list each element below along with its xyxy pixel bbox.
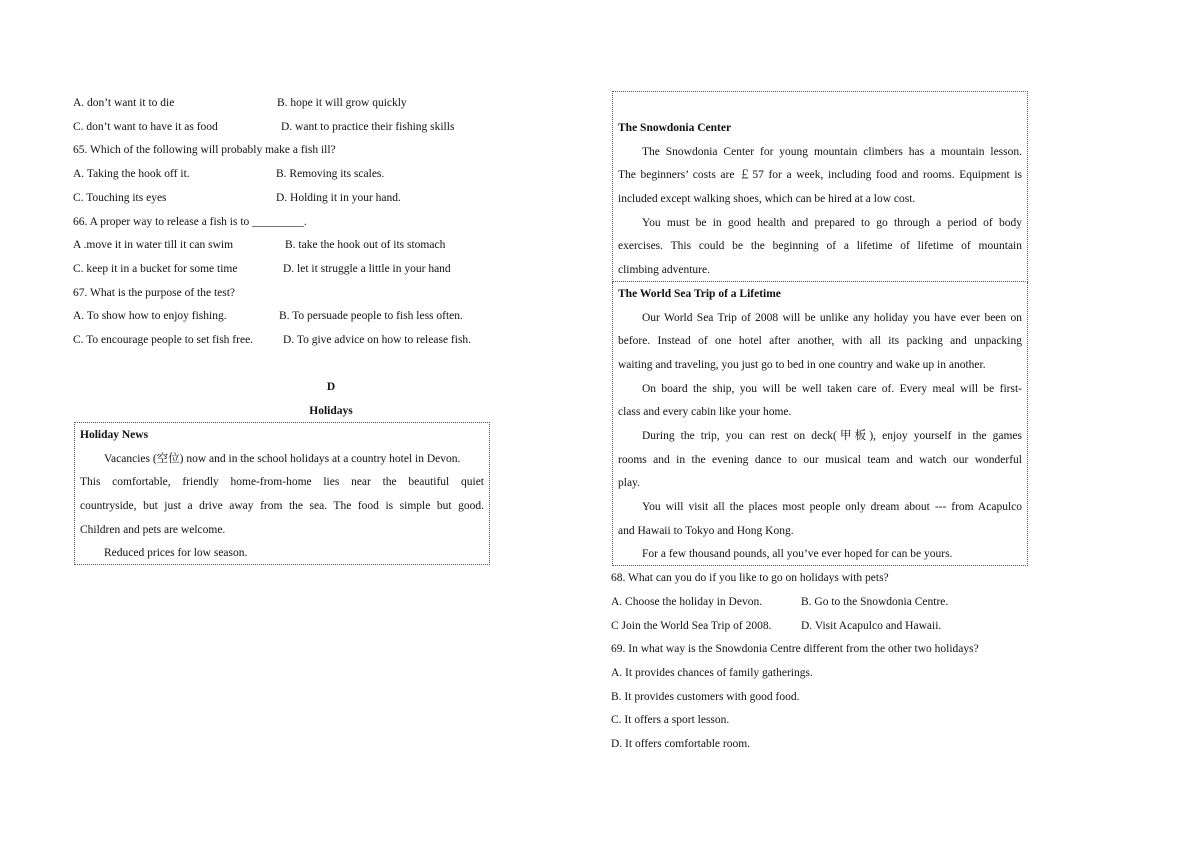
sea-trip-line-6: During the trip, you can rest on deck(甲板), enjoy yourself in the games [642, 430, 1022, 442]
sea-trip-line-7: rooms and in the evening dance to our musical team and watch our wonderful [618, 454, 1022, 466]
q66-stem: 66. A proper way to release a fish is to _________. [73, 216, 307, 228]
sea-trip-line-4: On board the ship, you will be well taken care of. Every meal will be first- [642, 383, 1022, 395]
q69-option-a: A. It provides chances of family gatherings. [611, 667, 813, 679]
q67-option-b: B. To persuade people to fish less often. [279, 310, 463, 322]
snowdonia-box [612, 91, 1028, 282]
sea-trip-line-1: Our World Sea Trip of 2008 will be unlike any holiday you have ever been on [642, 312, 1022, 324]
holiday-news-line-1: Vacancies (空位) now and in the school holidays at a country hotel in Devon. [104, 453, 461, 465]
q68-option-c: C Join the World Sea Trip of 2008. [611, 620, 772, 632]
sea-trip-line-2: before. Instead of one hotel after another, with all its packing and unpacking [618, 335, 1022, 347]
q66-option-c: C. keep it in a bucket for some time [73, 263, 238, 275]
q66-option-d: D. let it struggle a little in your hand [283, 263, 451, 275]
q65-stem: 65. Which of the following will probably make a fish ill? [73, 144, 336, 156]
q64-option-a: A. don’t want it to die [73, 97, 175, 109]
holiday-news-line-5: Reduced prices for low season. [104, 547, 248, 559]
sea-trip-line-10: and Hawaii to Tokyo and Hong Kong. [618, 525, 794, 537]
q65-option-b: B. Removing its scales. [276, 168, 385, 180]
sea-trip-line-11: For a few thousand pounds, all you’ve ever hoped for can be yours. [642, 548, 953, 560]
sea-trip-title: The World Sea Trip of a Lifetime [618, 288, 781, 300]
snowdonia-line-5: exercises. This could be the beginning of a lifetime of lifetime of mountain [618, 240, 1022, 252]
sea-trip-line-5: class and every cabin like your home. [618, 406, 792, 418]
q69-option-d: D. It offers comfortable room. [611, 738, 751, 750]
q64-option-b: B. hope it will grow quickly [277, 97, 407, 109]
q68-option-d: D. Visit Acapulco and Hawaii. [801, 620, 942, 632]
holiday-news-box [74, 422, 490, 565]
section-title: Holidays [309, 405, 353, 417]
sea-trip-line-3: waiting and traveling, you just go to bed in one country and wake up in another. [618, 359, 986, 371]
holiday-news-title: Holiday News [80, 429, 149, 441]
snowdonia-line-1: The Snowdonia Center for young mountain climbers has a mountain lesson. [642, 146, 1022, 158]
q69-option-b: B. It provides customers with good food. [611, 691, 800, 703]
snowdonia-line-4: You must be in good health and prepared to go through a period of body [642, 217, 1022, 229]
q66-option-b: B. take the hook out of its stomach [285, 239, 446, 251]
q64-option-c: C. don’t want to have it as food [73, 121, 218, 133]
q67-option-d: D. To give advice on how to release fish. [283, 334, 472, 346]
holiday-news-line-2: This comfortable, friendly home-from-home lies near the beautiful quiet [80, 476, 484, 488]
snowdonia-title: The Snowdonia Center [618, 122, 732, 134]
q67-option-c: C. To encourage people to set fish free. [73, 334, 254, 346]
sea-trip-line-9: You will visit all the places most people only dream about --- from Acapulco [642, 501, 1022, 513]
q68-option-b: B. Go to the Snowdonia Centre. [801, 596, 949, 608]
snowdonia-line-3: included except walking shoes, which can be hired at a low cost. [618, 193, 916, 205]
q67-stem: 67. What is the purpose of the test? [73, 287, 236, 299]
holiday-news-line-4: Children and pets are welcome. [80, 524, 226, 536]
q65-option-a: A. Taking the hook off it. [73, 168, 190, 180]
q67-option-a: A. To show how to enjoy fishing. [73, 310, 227, 322]
q65-option-c: C. Touching its eyes [73, 192, 167, 204]
snowdonia-line-2: The beginners’ costs are ￡57 for a week, including food and rooms. Equipment is [618, 169, 1022, 181]
holiday-news-line-3: countryside, but just a drive away from the sea. The food is simple but good. [80, 500, 484, 512]
q65-option-d: D. Holding it in your hand. [276, 192, 401, 204]
sea-trip-line-8: play. [618, 477, 640, 489]
q68-stem: 68. What can you do if you like to go on holidays with pets? [611, 572, 889, 584]
snowdonia-line-6: climbing adventure. [618, 264, 710, 276]
q69-stem: 69. In what way is the Snowdonia Centre different from the other two holidays? [611, 643, 979, 655]
q64-option-d: D. want to practice their fishing skills [281, 121, 455, 133]
section-letter: D [326, 381, 336, 393]
q69-option-c: C. It offers a sport lesson. [611, 714, 730, 726]
q66-option-a: A .move it in water till it can swim [73, 239, 234, 251]
q68-option-a: A. Choose the holiday in Devon. [611, 596, 763, 608]
